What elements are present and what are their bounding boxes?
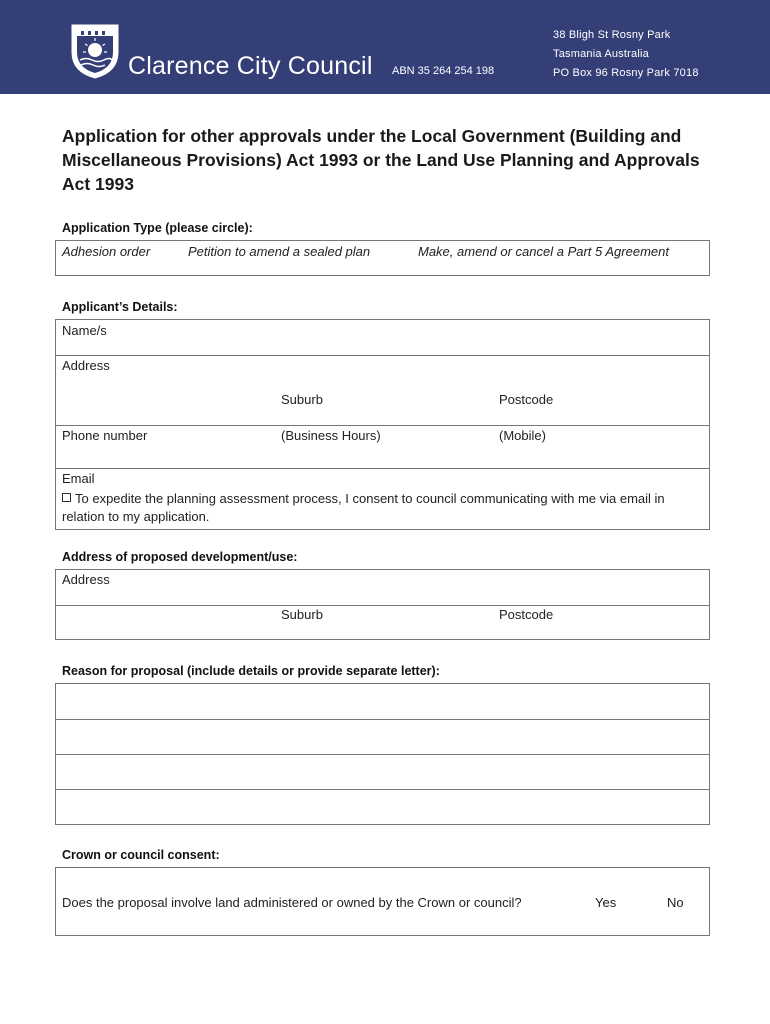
header-banner: [0, 0, 770, 94]
address-line: 38 Bligh St Rosny Park: [553, 29, 671, 41]
email-row[interactable]: [56, 468, 709, 530]
development-address-box: [55, 569, 710, 640]
name-label: Name/s: [62, 323, 107, 338]
applicant-details-label: Applicant’s Details:: [62, 300, 178, 314]
suburb-label: Suburb: [281, 392, 323, 407]
crown-question: Does the proposal involve land administered or owned by the Crown or council?: [62, 895, 522, 910]
abn-number: ABN 35 264 254 198: [392, 65, 495, 77]
council-name: Clarence City Council: [128, 52, 373, 80]
email-label: Email: [62, 471, 95, 486]
consent-text: To expedite the planning assessment process, I consent to council communicating with me via email in relation to my application.: [62, 491, 665, 524]
phone-row[interactable]: [56, 425, 709, 468]
address-row[interactable]: [56, 355, 709, 390]
business-hours-label: (Business Hours): [281, 428, 381, 443]
consent-checkbox[interactable]: [62, 493, 71, 502]
phone-label: Phone number: [62, 428, 148, 443]
applicant-details-box: [55, 319, 710, 530]
dev-address-label: Address: [62, 572, 110, 587]
crown-yes-option[interactable]: Yes: [595, 895, 617, 910]
crown-consent-label: Crown or council consent:: [62, 848, 220, 862]
dev-suburb-label: Suburb: [281, 607, 323, 622]
option-part5-agreement[interactable]: Make, amend or cancel a Part 5 Agreement: [418, 244, 669, 259]
dev-suburb-row[interactable]: [56, 605, 709, 640]
application-type-label: Application Type (please circle):: [62, 221, 253, 235]
reason-line[interactable]: [56, 789, 709, 824]
council-crest-icon: [68, 22, 122, 80]
reason-label: Reason for proposal (include details or provide separate letter):: [62, 664, 440, 678]
address-line: PO Box 96 Rosny Park 7018: [553, 67, 699, 79]
reason-line[interactable]: [56, 754, 709, 789]
postcode-label: Postcode: [499, 392, 554, 407]
address-line: Tasmania Australia: [553, 48, 649, 60]
crown-consent-box: [55, 867, 710, 936]
crown-no-option[interactable]: No: [667, 895, 684, 910]
suburb-row[interactable]: [56, 390, 709, 425]
option-adhesion-order[interactable]: Adhesion order: [62, 244, 151, 259]
dev-address-row[interactable]: [56, 570, 709, 605]
reason-box: [55, 683, 710, 825]
form-title: Application for other approvals under the Local Government (Building and Miscellaneous Provisions) Act 1993 or the Land Use Planning and Approvals Act 1993: [62, 126, 700, 194]
reason-line[interactable]: [56, 719, 709, 754]
option-petition-amend-plan[interactable]: Petition to amend a sealed plan: [188, 244, 371, 259]
reason-line[interactable]: [56, 684, 709, 719]
address-label: Address: [62, 358, 110, 373]
dev-postcode-label: Postcode: [499, 607, 554, 622]
development-address-label: Address of proposed development/use:: [62, 550, 298, 564]
mobile-label: (Mobile): [499, 428, 546, 443]
email-consent: [62, 490, 692, 526]
application-type-box: [55, 240, 710, 276]
name-row[interactable]: [56, 320, 709, 355]
